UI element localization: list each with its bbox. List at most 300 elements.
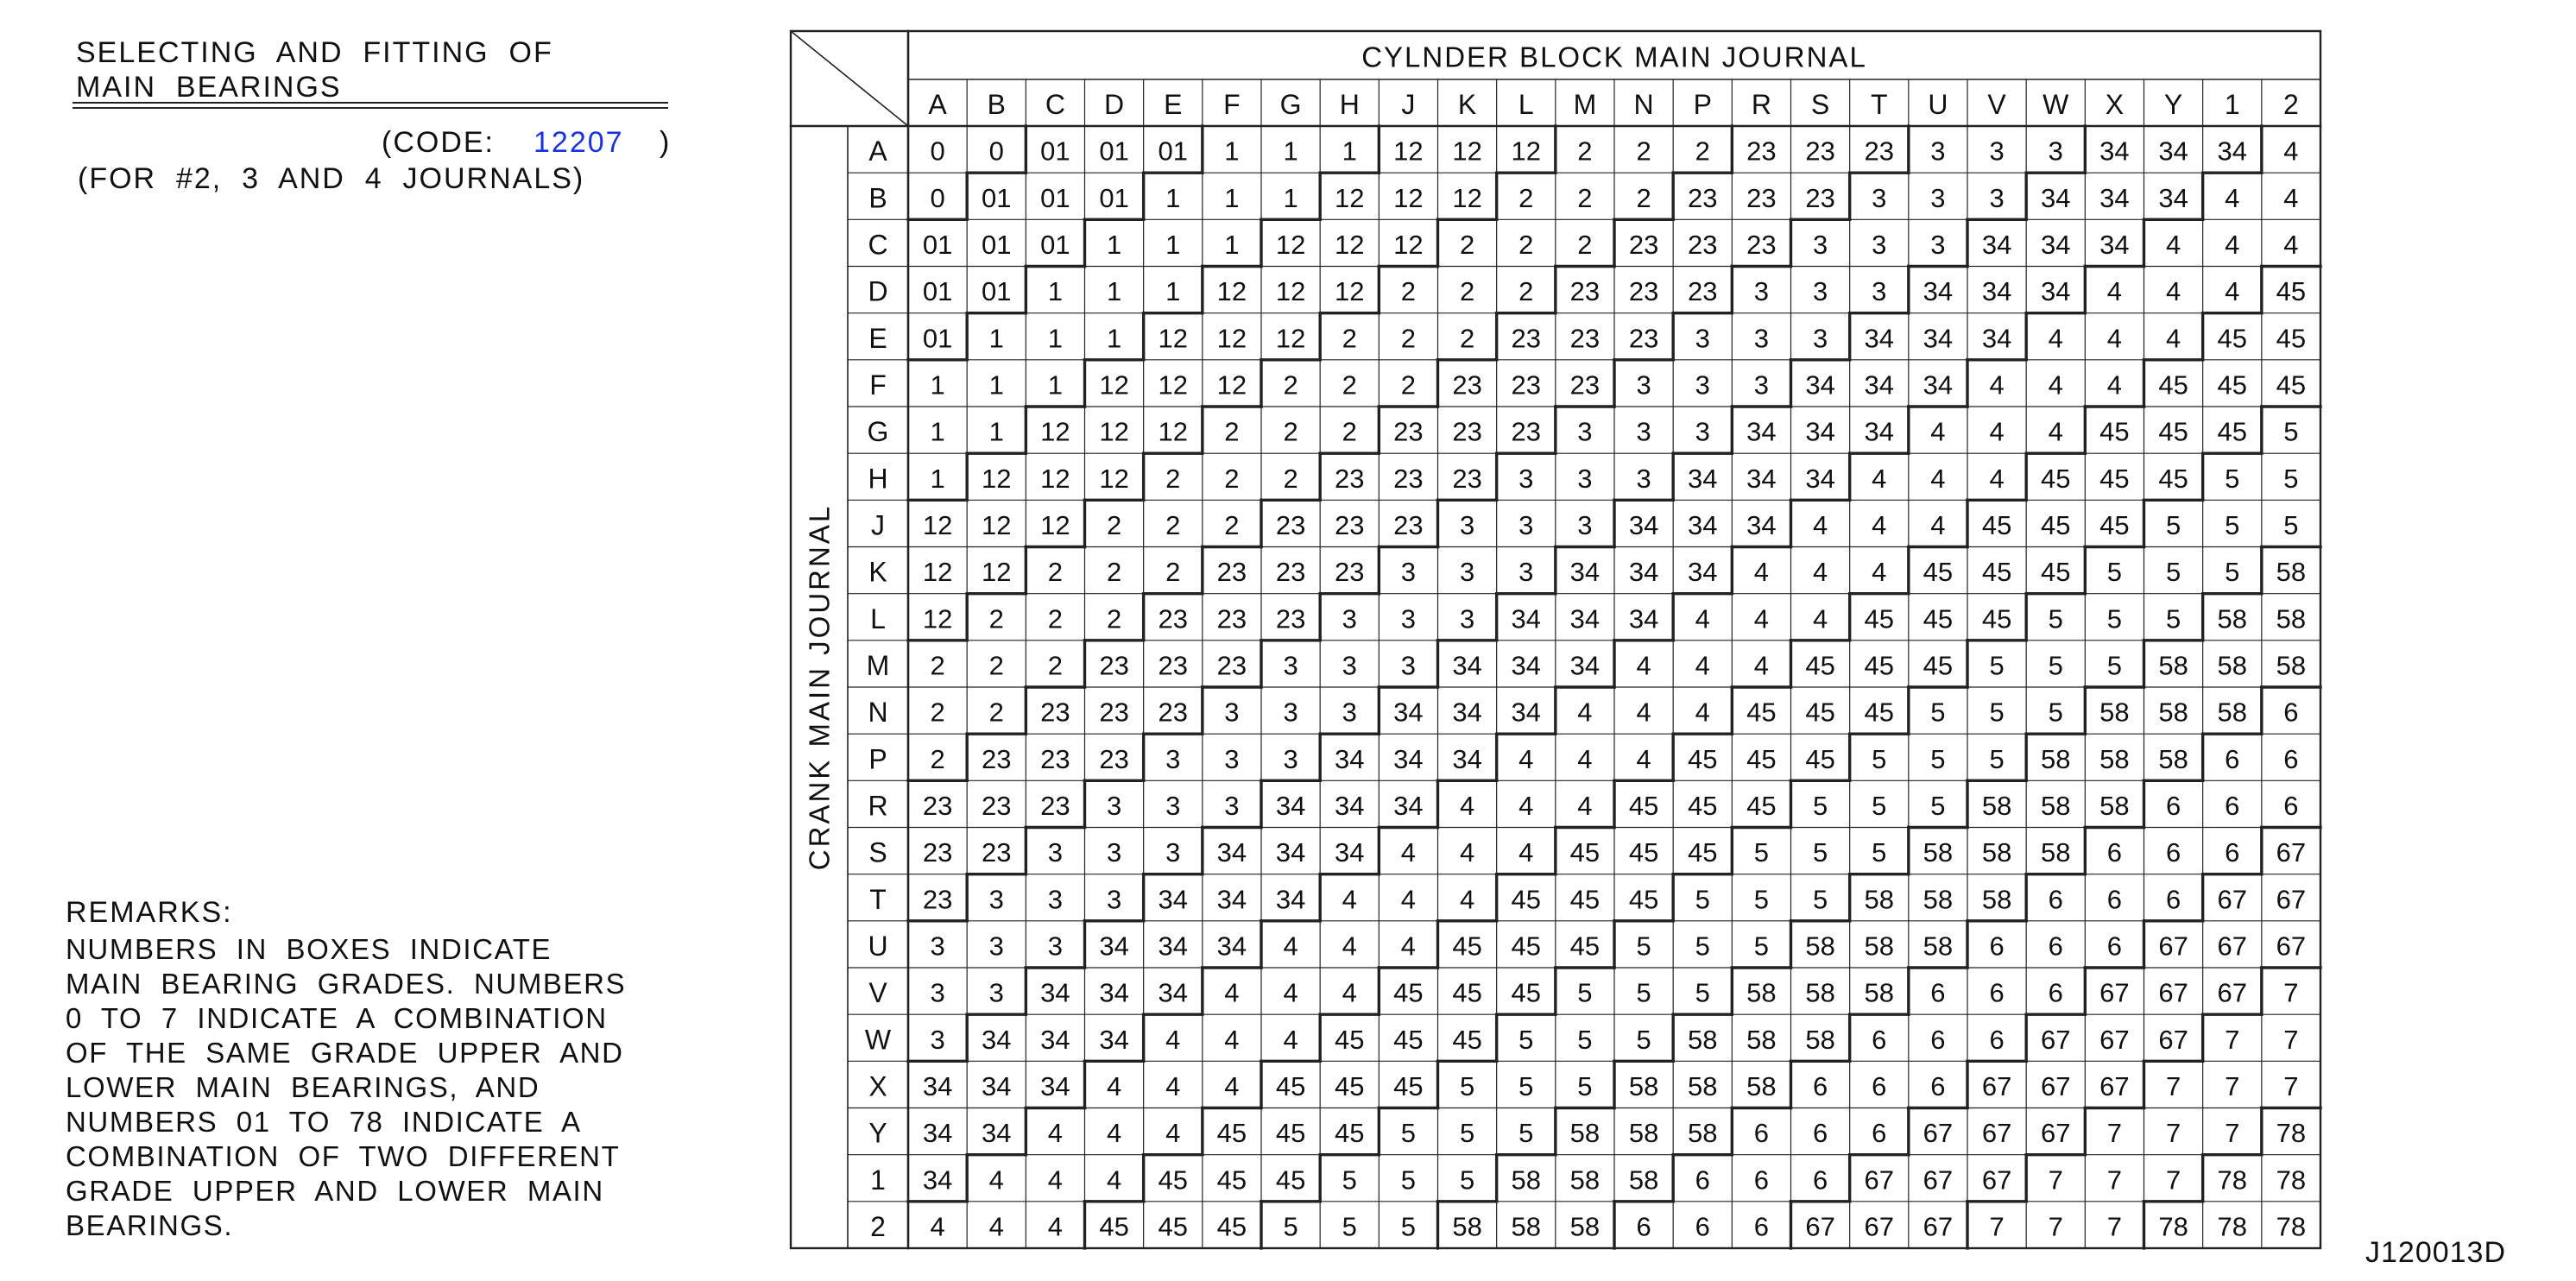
- table-cell: 34: [922, 1070, 953, 1101]
- table-cell: 6: [2225, 790, 2240, 821]
- table-cell: 58: [1628, 1070, 1659, 1101]
- table-cell: 23: [1040, 790, 1070, 821]
- table-cell: 45: [1923, 603, 1954, 634]
- table-cell: 5: [1989, 697, 2005, 728]
- table-cell: 67: [2041, 1024, 2071, 1055]
- table-cell: 5: [1636, 1024, 1651, 1055]
- table-cell: 58: [1569, 1118, 1601, 1149]
- row-label: T: [869, 883, 887, 915]
- table-cell: 4: [1283, 931, 1298, 962]
- table-cell: 34: [1393, 697, 1424, 728]
- table-cell: 12: [1216, 276, 1247, 307]
- table-cell: 34: [1569, 603, 1601, 634]
- table-cell: 7: [2106, 1164, 2123, 1196]
- table-cell: 1: [930, 463, 945, 494]
- column-label: S: [1810, 89, 1830, 120]
- table-cell: 58: [1511, 1211, 1541, 1242]
- table-cell: 34: [2041, 182, 2071, 213]
- table-cell: 45: [1864, 603, 1894, 634]
- table-cell: 2: [1224, 416, 1240, 447]
- table-cell: 45: [1569, 884, 1601, 915]
- table-cell: 23: [922, 790, 953, 821]
- table-cell: 67: [2158, 977, 2188, 1008]
- table-cell: 12: [1335, 229, 1365, 260]
- row-label: U: [868, 930, 888, 962]
- table-cell: 7: [2225, 1118, 2240, 1149]
- table-cell: 34: [1511, 650, 1541, 681]
- table-cell: 4: [2106, 323, 2123, 354]
- table-cell: 23: [1569, 369, 1601, 401]
- table-cell: 3: [1047, 931, 1064, 962]
- table-cell: 58: [1805, 1024, 1835, 1055]
- row-label: E: [868, 322, 887, 354]
- table-cell: 3: [1930, 182, 1946, 213]
- table-cell: 23: [1746, 136, 1777, 167]
- table-cell: 23: [1628, 229, 1659, 260]
- row-label: 1: [870, 1164, 886, 1196]
- table-cell: 6: [1753, 1211, 1770, 1242]
- table-cell: 4: [988, 1164, 1004, 1196]
- table-cell: 7: [2106, 1118, 2123, 1149]
- table-cell: 78: [2276, 1211, 2307, 1242]
- column-label: R: [1751, 89, 1771, 120]
- column-label: V: [1987, 89, 2006, 120]
- table-cell: 3: [1812, 323, 1828, 354]
- table-cell: 45: [1864, 697, 1894, 728]
- table-cell: 34: [1923, 369, 1954, 401]
- column-label: P: [1693, 89, 1712, 120]
- table-cell: 4: [2225, 229, 2240, 260]
- column-label: 2: [2283, 89, 2299, 120]
- table-cell: 4: [1636, 743, 1651, 774]
- table-cell: 45: [1335, 1118, 1365, 1149]
- table-cell: 67: [2276, 884, 2307, 915]
- table-cell: 45: [1981, 509, 2012, 540]
- table-cell: 34: [1040, 1070, 1070, 1101]
- table-cell: 3: [1695, 369, 1710, 401]
- table-cell: 34: [1393, 790, 1424, 821]
- table-cell: 4: [1695, 603, 1710, 634]
- table-cell: 58: [1805, 931, 1835, 962]
- table-cell: 12: [1040, 463, 1070, 494]
- table-cell: 4: [1872, 463, 1887, 494]
- table-cell: 4: [1930, 416, 1946, 447]
- table-cell: 5: [1930, 790, 1946, 821]
- table-cell: 23: [1746, 182, 1777, 213]
- table-cell: 58: [1864, 931, 1894, 962]
- table-cell: 5: [1342, 1211, 1357, 1242]
- table-cell: 23: [1099, 743, 1129, 774]
- table-cell: 45: [1216, 1211, 1247, 1242]
- table-cell: 5: [1812, 790, 1828, 821]
- table-cell: 6: [2283, 743, 2299, 774]
- column-label: U: [1928, 89, 1948, 120]
- column-label: K: [1457, 89, 1477, 120]
- table-cell: 5: [1695, 884, 1710, 915]
- column-label: L: [1518, 89, 1534, 120]
- table-cell: 1: [1106, 276, 1122, 307]
- table-cell: 34: [922, 1164, 953, 1196]
- table-cell: 4: [1459, 790, 1475, 821]
- table-cell: 45: [1335, 1070, 1365, 1101]
- table-cell: 7: [2165, 1118, 2181, 1149]
- table-cell: 6: [1812, 1070, 1828, 1101]
- table-cell: 5: [1518, 1070, 1534, 1101]
- table-cell: 45: [1981, 557, 2012, 588]
- table-cell: 4: [1518, 743, 1534, 774]
- table-cell: 6: [1930, 1024, 1946, 1055]
- table-cell: 45: [1628, 884, 1659, 915]
- table-cell: 4: [1577, 790, 1593, 821]
- table-cell: 34: [1569, 557, 1601, 588]
- table-cell: 34: [2158, 136, 2188, 167]
- table-cell: 1: [988, 323, 1004, 354]
- table-cell: 5: [1459, 1070, 1475, 1101]
- table-cell: 6: [1753, 1118, 1770, 1149]
- table-cell: 7: [2283, 977, 2299, 1008]
- table-cell: 5: [1577, 1070, 1593, 1101]
- table-cell: 2: [1636, 136, 1651, 167]
- table-cell: 5: [1872, 743, 1887, 774]
- table-cell: 6: [2165, 790, 2181, 821]
- table-cell: 45: [1158, 1211, 1188, 1242]
- table-cell: 78: [2217, 1211, 2247, 1242]
- table-cell: 23: [1216, 650, 1247, 681]
- table-cell: 45: [1275, 1070, 1306, 1101]
- table-cell: 2: [1459, 323, 1475, 354]
- table-cell: 1: [988, 369, 1004, 401]
- table-cell: 23: [1452, 369, 1482, 401]
- table-cell: 7: [2283, 1024, 2299, 1055]
- table-cell: 34: [1628, 557, 1659, 588]
- table-cell: 34: [1628, 603, 1659, 634]
- table-cell: 3: [1106, 790, 1122, 821]
- table-cell: 58: [2276, 557, 2307, 588]
- table-cell: 1: [1106, 229, 1122, 260]
- table-cell: 2: [1400, 276, 1417, 307]
- table-cell: 45: [2041, 463, 2071, 494]
- table-cell: 23: [1040, 743, 1070, 774]
- table-cell: 23: [1569, 323, 1601, 354]
- table-cell: 67: [2217, 977, 2247, 1008]
- table-cell: 45: [2276, 323, 2307, 354]
- table-cell: 12: [1158, 369, 1188, 401]
- table-cell: 23: [1275, 509, 1306, 540]
- table-cell: 3: [930, 977, 945, 1008]
- table-cell: 6: [1989, 931, 2005, 962]
- row-label: S: [868, 836, 887, 868]
- table-cell: 5: [1753, 931, 1770, 962]
- table-cell: 3: [2048, 136, 2063, 167]
- table-cell: 5: [2048, 603, 2063, 634]
- table-cell: 34: [1511, 697, 1541, 728]
- table-cell: 2: [988, 650, 1004, 681]
- table-cell: 2: [988, 603, 1004, 634]
- table-cell: 45: [1216, 1164, 1247, 1196]
- table-cell: 23: [1569, 276, 1601, 307]
- table-cell: 4: [1518, 837, 1534, 868]
- table-cell: 34: [1864, 416, 1894, 447]
- table-cell: 3: [1812, 276, 1828, 307]
- table-cell: 12: [1452, 182, 1482, 213]
- table-cell: 5: [2225, 557, 2240, 588]
- table-cell: 67: [2276, 837, 2307, 868]
- table-cell: 2: [930, 650, 945, 681]
- table-cell: 5: [1753, 884, 1770, 915]
- table-cell: 12: [1158, 323, 1188, 354]
- table-cell: 3: [1753, 323, 1770, 354]
- table-cell: 6: [2106, 884, 2123, 915]
- table-cell: 4: [1812, 509, 1828, 540]
- table-cell: 58: [1628, 1118, 1659, 1149]
- table-cell: 34: [1628, 509, 1659, 540]
- page-title-line-1: SELECTING AND FITTING OF: [76, 36, 553, 69]
- table-cell: 45: [1511, 884, 1541, 915]
- column-label: N: [1633, 89, 1654, 120]
- table-cell: 2: [1106, 557, 1122, 588]
- table-cell: 3: [1518, 463, 1534, 494]
- table-cell: 5: [2283, 509, 2299, 540]
- table-cell: 4: [1695, 697, 1710, 728]
- table-cell: 3: [930, 931, 945, 962]
- table-cell: 6: [1812, 1164, 1828, 1196]
- table-cell: 5: [1989, 743, 2005, 774]
- table-cell: 34: [1275, 837, 1306, 868]
- column-label: A: [928, 89, 947, 120]
- table-cell: 6: [1753, 1164, 1770, 1196]
- table-cell: 58: [1923, 931, 1954, 962]
- table-cell: 4: [1224, 977, 1240, 1008]
- table-cell: 58: [2276, 650, 2307, 681]
- table-cell: 45: [1628, 837, 1659, 868]
- table-cell: 5: [2106, 603, 2123, 634]
- table-cell: 2: [1459, 276, 1475, 307]
- table-cell: 12: [1335, 276, 1365, 307]
- table-cell: 7: [2225, 1024, 2240, 1055]
- table-cell: 58: [2276, 603, 2307, 634]
- table-cell: 6: [1872, 1024, 1887, 1055]
- table-cell: 4: [2165, 323, 2181, 354]
- table-cell: 1: [1165, 276, 1181, 307]
- table-cell: 3: [1224, 790, 1240, 821]
- table-cell: 3: [1165, 743, 1181, 774]
- table-cell: 67: [1864, 1164, 1894, 1196]
- table-cell: 58: [1688, 1070, 1718, 1101]
- table-cell: 6: [2225, 743, 2240, 774]
- table-cell: 23: [1864, 136, 1894, 167]
- row-label: P: [868, 743, 887, 775]
- column-label: J: [1401, 89, 1416, 120]
- table-cell: 12: [1393, 229, 1424, 260]
- table-cell: 34: [1805, 416, 1835, 447]
- table-cell: 3: [1753, 369, 1770, 401]
- table-cell: 12: [1275, 276, 1306, 307]
- column-label: M: [1573, 89, 1597, 120]
- table-cell: 4: [1636, 650, 1651, 681]
- table-cell: 34: [1216, 837, 1247, 868]
- table-cell: 6: [2165, 837, 2181, 868]
- table-cell: 4: [1812, 603, 1828, 634]
- table-cell: 58: [2041, 743, 2071, 774]
- table-cell: 4: [1047, 1118, 1064, 1149]
- table-cell: 58: [1923, 837, 1954, 868]
- table-cell: 12: [1335, 182, 1365, 213]
- table-cell: 45: [2099, 509, 2130, 540]
- table-cell: 45: [1393, 977, 1424, 1008]
- table-cell: 45: [1746, 790, 1777, 821]
- table-cell: 3: [1342, 697, 1357, 728]
- table-cell: 34: [2099, 229, 2130, 260]
- table-cell: 6: [2283, 697, 2299, 728]
- table-cell: 67: [2099, 977, 2130, 1008]
- table-cell: 4: [1106, 1118, 1122, 1149]
- table-cell: 4: [1518, 790, 1534, 821]
- table-cell: 58: [1569, 1211, 1601, 1242]
- table-cell: 4: [2225, 276, 2240, 307]
- table-cell: 45: [1746, 697, 1777, 728]
- table-cell: 12: [1216, 369, 1247, 401]
- table-cell: 3: [988, 931, 1004, 962]
- table-cell: 58: [2041, 790, 2071, 821]
- table-cell: 34: [1864, 369, 1894, 401]
- table-cell: 34: [1099, 1024, 1129, 1055]
- table-cell: 6: [2225, 837, 2240, 868]
- table-cell: 6: [1989, 1024, 2005, 1055]
- table-cell: 3: [1872, 276, 1887, 307]
- table-cell: 4: [1695, 650, 1710, 681]
- table-cell: 6: [1872, 1118, 1887, 1149]
- table-cell: 2: [1342, 369, 1357, 401]
- table-cell: 58: [1569, 1164, 1601, 1196]
- table-cell: 3: [1636, 416, 1651, 447]
- table-cell: 3: [1400, 650, 1417, 681]
- column-label: H: [1339, 89, 1360, 120]
- table-cell: 34: [2158, 182, 2188, 213]
- table-cell: 01: [982, 276, 1012, 307]
- table-cell: 34: [1805, 369, 1835, 401]
- table-cell: 1: [1165, 182, 1181, 213]
- table-cell: 12: [982, 557, 1012, 588]
- table-cell: 5: [2048, 650, 2063, 681]
- table-cell: 01: [1040, 182, 1070, 213]
- table-cell: 7: [2048, 1211, 2063, 1242]
- table-cell: 4: [1106, 1164, 1122, 1196]
- table-cell: 34: [1158, 977, 1188, 1008]
- table-cell: 1: [1047, 276, 1064, 307]
- row-label: X: [868, 1070, 887, 1102]
- column-label: F: [1223, 89, 1241, 120]
- table-cell: 4: [1283, 977, 1298, 1008]
- table-cell: 3: [1518, 509, 1534, 540]
- table-cell: 34: [1452, 743, 1482, 774]
- table-cell: 4: [1872, 557, 1887, 588]
- table-cell: 34: [1216, 931, 1247, 962]
- table-cell: 3: [1577, 509, 1593, 540]
- table-cell: 58: [1864, 884, 1894, 915]
- table-cell: 58: [1628, 1164, 1659, 1196]
- table-cell: 34: [1216, 884, 1247, 915]
- table-cell: 4: [1989, 463, 2005, 494]
- table-cell: 23: [1628, 323, 1659, 354]
- table-cell: 5: [1989, 650, 2005, 681]
- table-cell: 23: [922, 884, 953, 915]
- table-cell: 5: [1636, 977, 1651, 1008]
- table-cell: 4: [1930, 463, 1946, 494]
- table-cell: 34: [982, 1070, 1012, 1101]
- table-cell: 12: [1393, 182, 1424, 213]
- table-cell: 01: [982, 182, 1012, 213]
- table-cell: 7: [2165, 1164, 2181, 1196]
- table-cell: 34: [1393, 743, 1424, 774]
- table-cell: 34: [1158, 884, 1188, 915]
- table-cell: 23: [1275, 603, 1306, 634]
- column-label: X: [2105, 89, 2125, 120]
- table-cell: 2: [930, 743, 945, 774]
- row-label: V: [868, 977, 887, 1009]
- row-label: H: [868, 463, 888, 495]
- table-cell: 3: [1518, 557, 1534, 588]
- table-cell: 58: [2217, 650, 2247, 681]
- column-label: 1: [2224, 89, 2240, 120]
- table-cell: 23: [1746, 229, 1777, 260]
- table-cell: 3: [1106, 837, 1122, 868]
- table-cell: 2: [1224, 463, 1240, 494]
- table-cell: 58: [2158, 743, 2188, 774]
- table-cell: 3: [1695, 416, 1710, 447]
- table-cell: 23: [1628, 276, 1659, 307]
- table-cell: 5: [2106, 650, 2123, 681]
- table-cell: 5: [1930, 743, 1946, 774]
- table-cell: 1: [1224, 136, 1240, 167]
- table-cell: 45: [1569, 931, 1601, 962]
- table-cell: 58: [1746, 1024, 1777, 1055]
- table-cell: 67: [1981, 1070, 2012, 1101]
- column-label: G: [1279, 89, 1302, 120]
- table-cell: 23: [1393, 509, 1424, 540]
- table-cell: 58: [1746, 977, 1777, 1008]
- table-cell: 12: [1040, 509, 1070, 540]
- table-cell: 4: [1342, 977, 1357, 1008]
- table-cell: 12: [1099, 416, 1129, 447]
- table-cell: 2: [1283, 416, 1298, 447]
- table-cell: 01: [1099, 136, 1129, 167]
- table-cell: 6: [2048, 931, 2063, 962]
- table-cell: 23: [1688, 182, 1718, 213]
- table-cell: 2: [1165, 557, 1181, 588]
- table-cell: 2: [1224, 509, 1240, 540]
- table-cell: 45: [2276, 276, 2307, 307]
- table-cell: 34: [1452, 697, 1482, 728]
- table-cell: 45: [1805, 743, 1835, 774]
- table-cell: 4: [1224, 1070, 1240, 1101]
- table-cell: 4: [2283, 182, 2299, 213]
- table-cell: 01: [922, 323, 953, 354]
- table-cell: 5: [1342, 1164, 1357, 1196]
- table-cell: 4: [1106, 1070, 1122, 1101]
- row-label: B: [868, 182, 887, 214]
- table-cell: 4: [1400, 931, 1417, 962]
- table-cell: 45: [1569, 837, 1601, 868]
- table-cell: 6: [2106, 931, 2123, 962]
- table-cell: 01: [1040, 136, 1070, 167]
- table-cell: 58: [2217, 603, 2247, 634]
- table-cell: 45: [1805, 697, 1835, 728]
- row-label: R: [868, 790, 888, 822]
- table-cell: 34: [1923, 323, 1954, 354]
- table-cell: 4: [2283, 229, 2299, 260]
- column-label: Y: [2163, 89, 2183, 120]
- table-cell: 2: [1636, 182, 1651, 213]
